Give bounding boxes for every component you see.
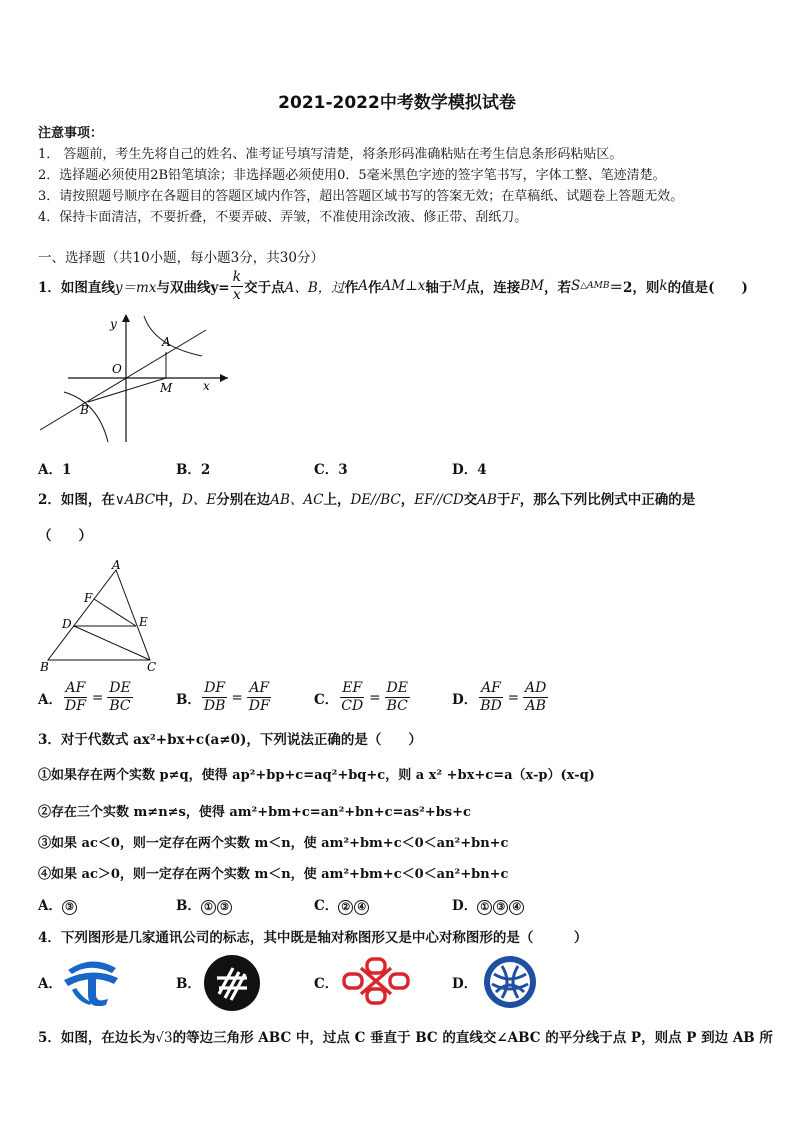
circle-logo-icon xyxy=(203,954,261,1012)
label-y: y xyxy=(110,317,117,331)
question-3-stem: 3．对于代数式 ax²+bx+c(a≠0)，下列说法正确的是（ ） xyxy=(38,732,422,748)
hyperbola-branch-2 xyxy=(64,392,108,442)
notice-item-3: 3．请按照题号顺序在各题目的答题区域内作答，超出答题区域书写的答案无效；在草稿纸、试题卷上答题无效。 xyxy=(38,189,684,204)
q1-option-b[interactable]: B．2 xyxy=(176,462,211,478)
label-a: A xyxy=(112,558,121,572)
label-e: E xyxy=(139,615,148,629)
label-m: M xyxy=(160,381,173,395)
segment-bm xyxy=(88,378,166,402)
notice-item-1: 1． 答题前，考生先将自己的姓名、准考证号填写清楚，将条形码准确粘贴在考生信息条形码粘贴区。 xyxy=(38,147,623,162)
q1-option-d[interactable]: D．4 xyxy=(452,462,487,478)
line-y-mx xyxy=(40,330,206,430)
x-axis-arrow xyxy=(220,374,228,382)
q3-option-c[interactable]: C． ② ④ xyxy=(314,894,370,915)
q3-option-d[interactable]: D． ① ③ ④ xyxy=(452,894,525,915)
label-x: x xyxy=(203,379,210,393)
segment-fe xyxy=(94,599,136,626)
notice-item-2: 2．选择题必须使用2B铅笔填涂；非选择题必须使用0．5毫米黑色字迹的签字笔书写，字体工整、笔迹清楚。 xyxy=(38,168,666,183)
q2-option-b[interactable]: B． $\frac{DF}{DB}$ = $\frac{AF}{DF}$ xyxy=(176,680,270,714)
q4-option-b[interactable]: B． xyxy=(176,976,201,992)
notice-heading: 注意事项： xyxy=(38,126,104,141)
q2-option-d[interactable]: D． $\frac{AF}{BD}$ = $\frac{AD}{AB}$ xyxy=(452,680,547,714)
q2-option-a[interactable]: A． $\frac{AF}{DF}$ = $\frac{DE}{BC}$ xyxy=(38,680,131,714)
question-5-stem: 5．如图，在边长为√3的等边三角形 ABC 中，过点 C 垂直于 BC 的直线交∠ABC 的平分线于点 P，则点 P 到边 AB 所 xyxy=(38,1030,773,1046)
q4-option-a[interactable]: A． xyxy=(38,976,62,992)
unicom-knot-icon xyxy=(341,956,411,1006)
telecom-logo-icon xyxy=(62,956,120,1006)
mobile-logo-icon xyxy=(482,954,538,1010)
label-f: F xyxy=(84,591,93,605)
label-d: D xyxy=(62,617,72,631)
question-2-paren: （ ） xyxy=(38,528,92,544)
question-4-stem: 4．下列图形是几家通讯公司的标志，其中既是轴对称图形又是中心对称图形的是（ ） xyxy=(38,930,588,946)
triangle-abc xyxy=(48,570,150,660)
label-o: O xyxy=(112,362,122,376)
q4-option-c[interactable]: C． xyxy=(314,976,339,992)
label-a: A xyxy=(162,335,171,349)
notice-item-4: 4．保持卡面清洁，不要折叠，不要弄破、弄皱，不准使用涂改液、修正带、刮纸刀。 xyxy=(38,210,528,225)
question-1-figure xyxy=(36,310,236,450)
label-b: B xyxy=(40,660,49,674)
question-1-stem: 1．如图直线 y＝mx 与双曲线y= $\frac{k}{x}$ 交于点 A、B，过 作 A 作 AM⊥x 轴于 M 点，连接 BM ，若 S △AMB ＝2，则 k 的值是( ) xyxy=(38,268,748,303)
statement-3: ③如果 ac＜0，则一定存在两个实数 m＜n，使 am²+bm+c＜0＜an²+bn+c xyxy=(38,836,509,851)
statement-4: ④如果 ac＞0，则一定存在两个实数 m＜n，使 am²+bm+c＜0＜an²+bn+c xyxy=(38,867,509,882)
q3-option-a[interactable]: A． ③ xyxy=(38,894,78,915)
label-b: B xyxy=(80,403,89,417)
section-heading: 一、选择题（共10小题，每小题3分，共30分） xyxy=(38,250,324,266)
statement-2: ②存在三个实数 m≠n≠s，使得 am²+bm+c=an²+bn+c=as²+bs+c xyxy=(38,805,471,820)
question-2-stem: 2．如图，在∨ABC中，D、E分别在边AB、AC上，DE//BC，EF//CD交AB于F，那么下列比例式中正确的是 xyxy=(38,492,696,508)
label-c: C xyxy=(147,660,157,674)
question-2-figure xyxy=(36,556,166,674)
q4-option-d[interactable]: D． xyxy=(452,976,478,992)
q2-option-c[interactable]: C． $\frac{EF}{CD}$ = $\frac{DE}{BC}$ xyxy=(314,680,408,714)
statement-1: ①如果存在两个实数 p≠q，使得 ap²+bp+c=aq²+bq+c，则 a x² +bx+c=a（x-p）(x-q) xyxy=(38,768,595,783)
q1-option-a[interactable]: A．1 xyxy=(38,462,72,478)
page-title: 2021-2022中考数学模拟试卷 xyxy=(278,93,516,113)
y-axis-arrow xyxy=(122,314,130,322)
fraction-k-over-x: $\frac{k}{x}$ xyxy=(232,268,242,303)
q3-option-b[interactable]: B． ① ③ xyxy=(176,894,233,915)
q1-option-c[interactable]: C．3 xyxy=(314,462,348,478)
